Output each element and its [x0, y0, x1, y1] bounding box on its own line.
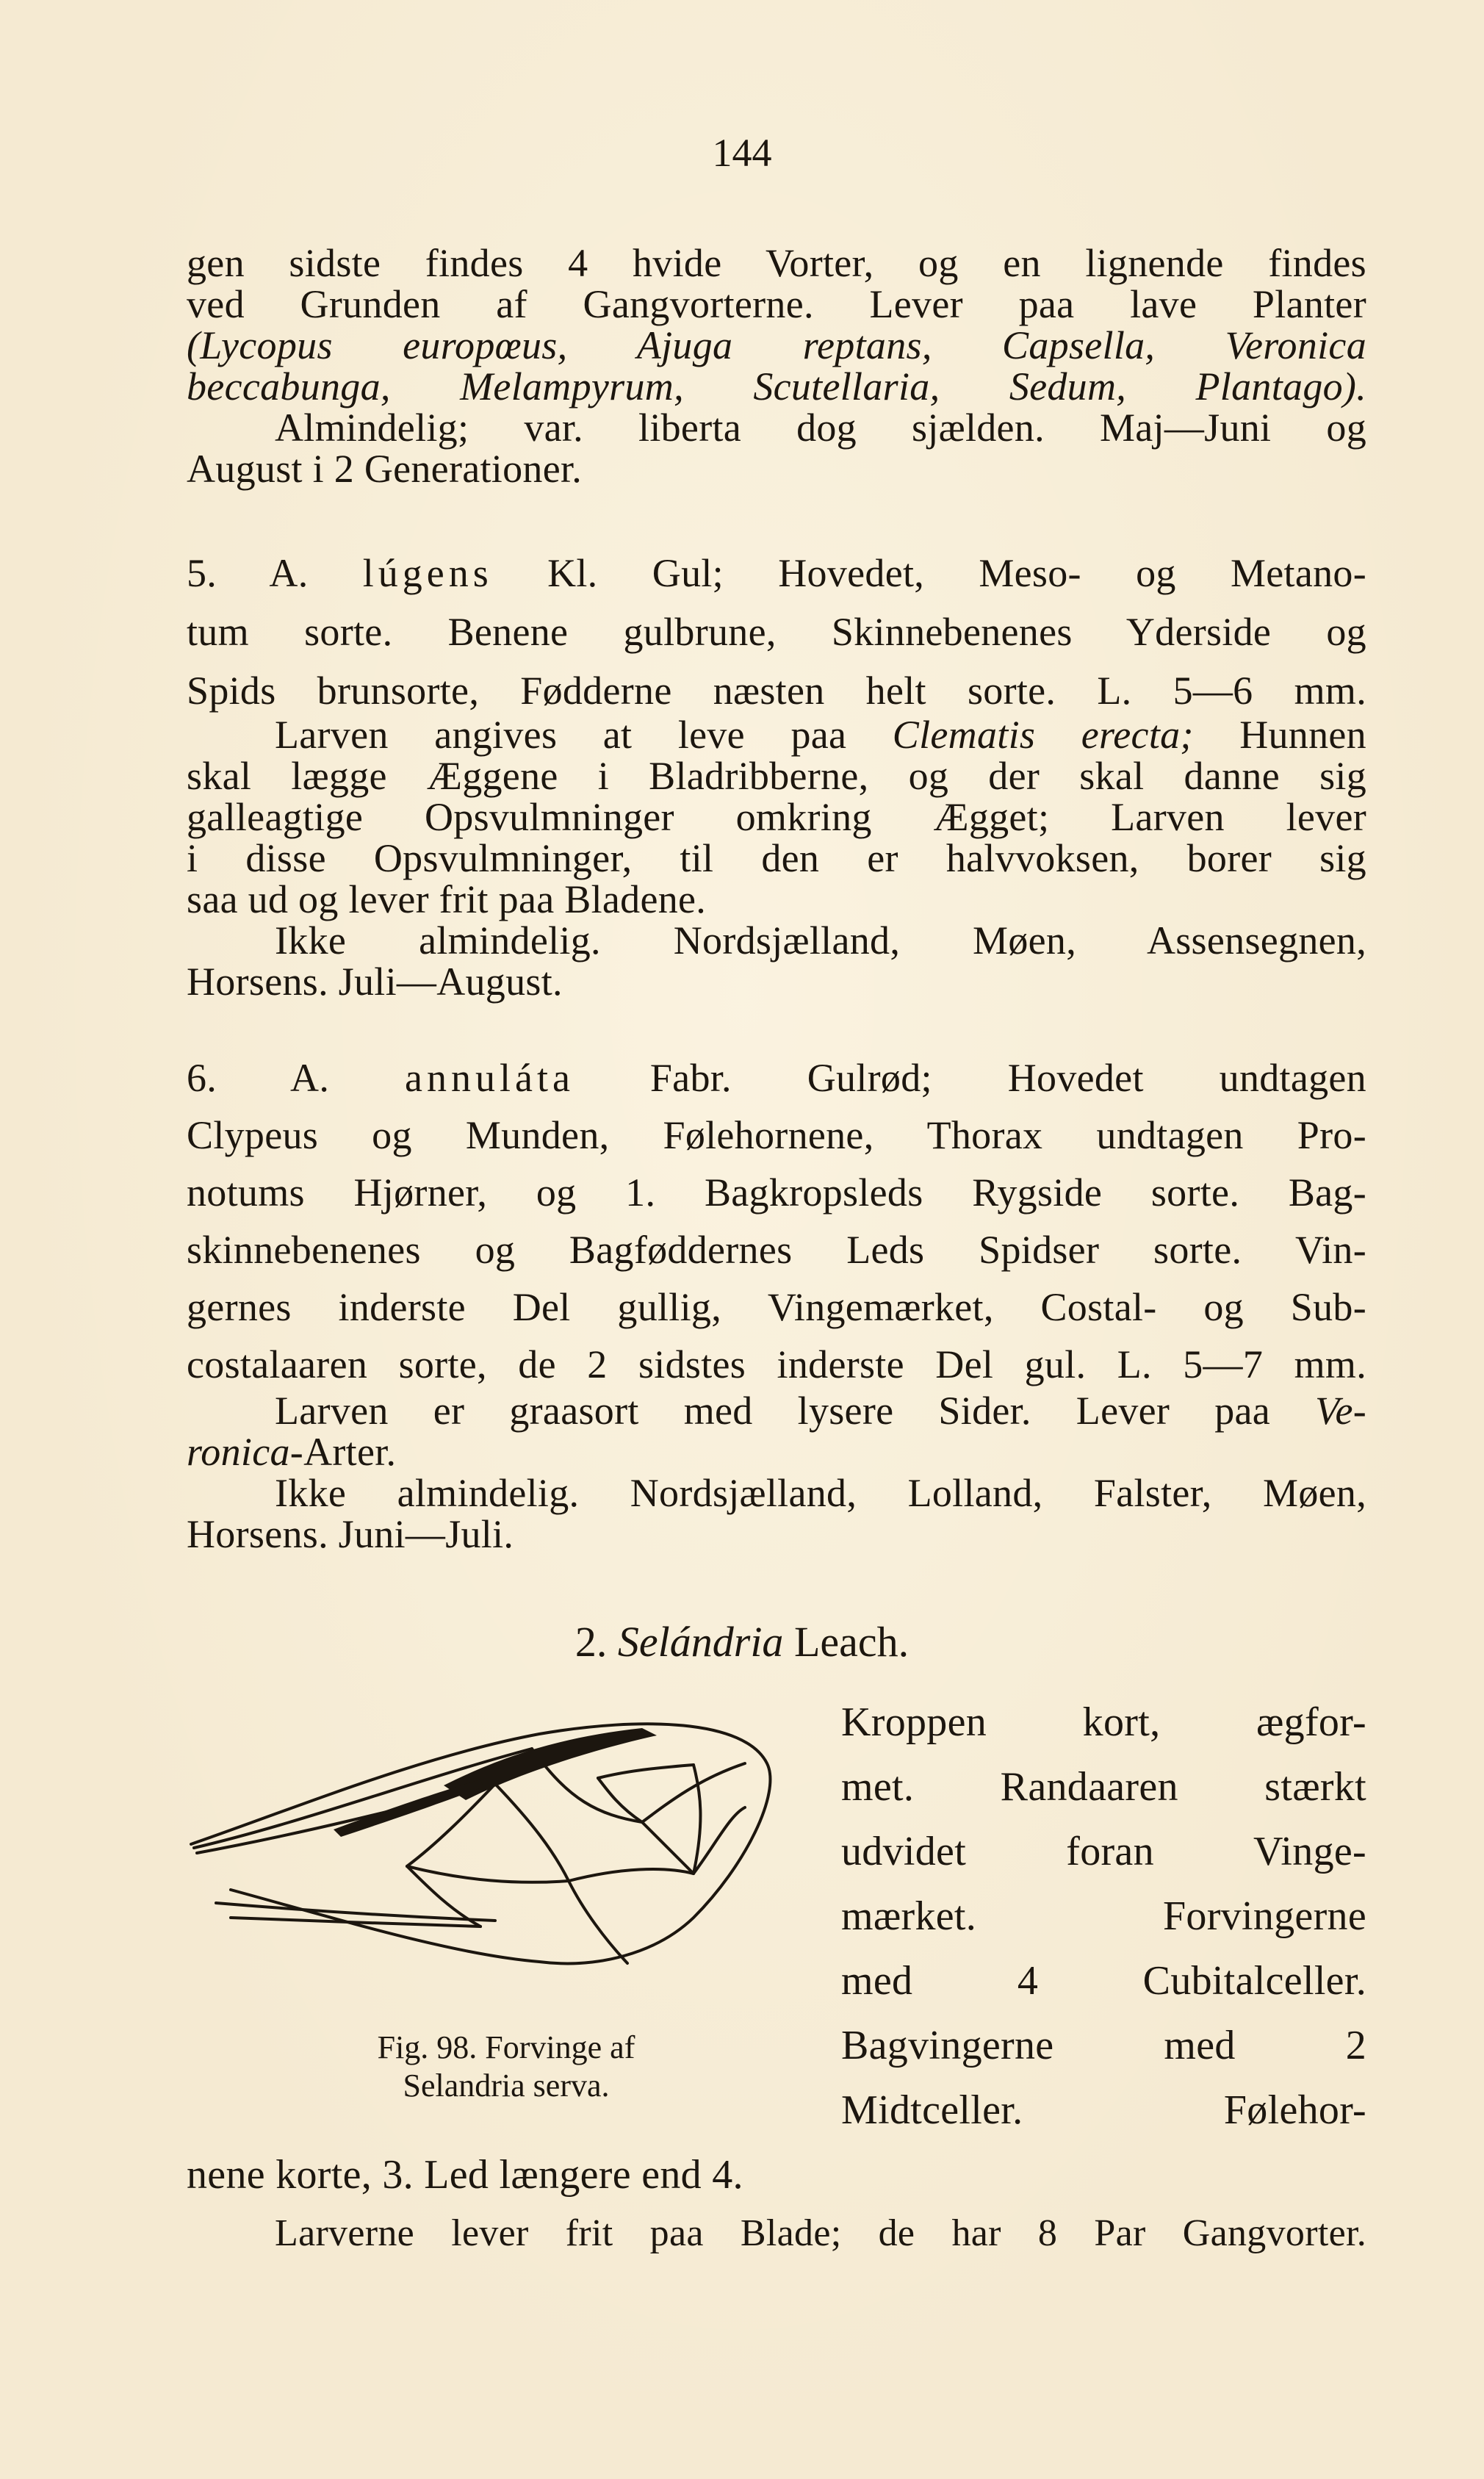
text-line: Almindelig; var. liberta dog sjælden. Maj—Juni og	[275, 406, 1366, 450]
genus-description-end	[187, 2145, 1366, 2204]
species-heading	[187, 1049, 1366, 1107]
text-line: Bagvingerne med 2	[841, 2023, 1366, 2068]
figure-caption: Selandria serva.	[403, 2068, 610, 2104]
text-line: Horsens. Juni—Juli.	[187, 1512, 514, 1556]
genus-number: 2.	[574, 1618, 608, 1666]
species-author: Kl.	[547, 551, 598, 595]
genus-heading	[0, 1616, 1484, 1668]
text-line: mærket. Forvingerne	[841, 1893, 1366, 1939]
species-entry-5	[187, 544, 1366, 720]
genus-abbrev: A.	[269, 551, 309, 595]
text-line: Midtceller. Følehor-	[841, 2087, 1366, 2133]
text-line: Ikke almindelig. Nordsjælland, Møen, Assensegnen,	[275, 918, 1366, 963]
figure-caption: Fig. 98. Forvinge af	[377, 2029, 635, 2065]
genus-author: Leach.	[793, 1618, 910, 1666]
text-line: Larven angives at leve paa Clematis erecta; Hunnen	[275, 713, 1366, 757]
text-line: Kroppen kort, ægfor-	[841, 1699, 1366, 1745]
species-name: annuláta	[405, 1056, 574, 1100]
text-line: skal lægge Æggene i Bladribberne, og der skal danne sig	[187, 754, 1366, 798]
species-name: lúgens	[362, 551, 493, 595]
text-line-italic: beccabunga, Melampyrum, Scutellaria, Sedum, Plantago).	[187, 364, 1366, 409]
text-line: Horsens. Juli—August.	[187, 960, 563, 1004]
species-heading	[187, 544, 1366, 602]
text-line: Larven er graasort med lysere Sider. Lever paa Ve-	[275, 1389, 1366, 1433]
text-line: notums Hjørner, og 1. Bagkropsleds Rygside sorte. Bag-	[187, 1170, 1366, 1215]
text-line: Clypeus og Munden, Følehornene, Thorax undtagen Pro-	[187, 1113, 1366, 1157]
species-entry-6	[187, 1049, 1366, 1393]
text-line: nene korte, 3. Led længere end 4.	[187, 2152, 743, 2198]
text-line: ronica-Arter.	[187, 1430, 397, 1474]
wing-figure	[187, 1697, 826, 2021]
species-description: Gulrød; Hovedet undtagen	[807, 1056, 1366, 1100]
text-line: gernes inderste Del gullig, Vingemærket, Costal- og Sub-	[187, 1285, 1366, 1329]
species-5-larva	[187, 714, 1366, 1002]
text-line: udvidet foran Vinge-	[841, 1829, 1366, 1874]
text-line: saa ud og lever frit paa Bladene.	[187, 877, 707, 921]
species-number: 6.	[187, 1056, 217, 1100]
text-line: skinnebenenes og Bagføddernes Leds Spidser sorte. Vin-	[187, 1228, 1366, 1272]
text-line: Spids brunsorte, Fødderne næsten helt sorte. L. 5—6 mm.	[187, 669, 1366, 713]
text-line: galleagtige Opsvulmninger omkring Ægget; Larven lever	[187, 795, 1366, 839]
text-line: met. Randaaren stærkt	[841, 1764, 1366, 1810]
species-description: Gul; Hovedet, Meso- og Metano-	[652, 551, 1366, 595]
text-line: ved Grunden af Gangvorterne. Lever paa lave Planter	[187, 282, 1366, 326]
text-line: Ikke almindelig. Nordsjælland, Lolland, Falster, Møen,	[275, 1471, 1366, 1515]
species-author: Fabr.	[649, 1056, 732, 1100]
genus-name: Selándria	[617, 1618, 784, 1666]
page-number: 144	[712, 131, 772, 175]
forewing-illustration	[187, 1697, 826, 2021]
genus-abbrev: A.	[290, 1056, 330, 1100]
genus-description	[841, 1690, 1366, 2142]
text-line: costalaaren sorte, de 2 sidstes inderste Del gul. L. 5—7 mm.	[187, 1342, 1366, 1386]
text-line: Larverne lever frit paa Blade; de har 8 Par Gangvorter.	[275, 2212, 1366, 2254]
text-line-italic: (Lycopus europœus, Ajuga reptans, Capsella, Veronica	[187, 323, 1366, 367]
larva-note	[187, 2208, 1366, 2259]
text-line: August i 2 Generationer.	[187, 447, 583, 491]
species-6-larva	[187, 1390, 1366, 1555]
text-line: gen sidste findes 4 hvide Vorter, og en lignende findes	[187, 241, 1366, 285]
text-line: tum sorte. Benene gulbrune, Skinnebenenes Yderside og	[187, 610, 1366, 654]
paragraph-continuation	[187, 242, 1366, 489]
text-line: med 4 Cubitalceller.	[841, 1958, 1366, 2004]
text-line: i disse Opsvulmninger, til den er halvvoksen, borer sig	[187, 836, 1366, 880]
species-number: 5.	[187, 551, 217, 595]
